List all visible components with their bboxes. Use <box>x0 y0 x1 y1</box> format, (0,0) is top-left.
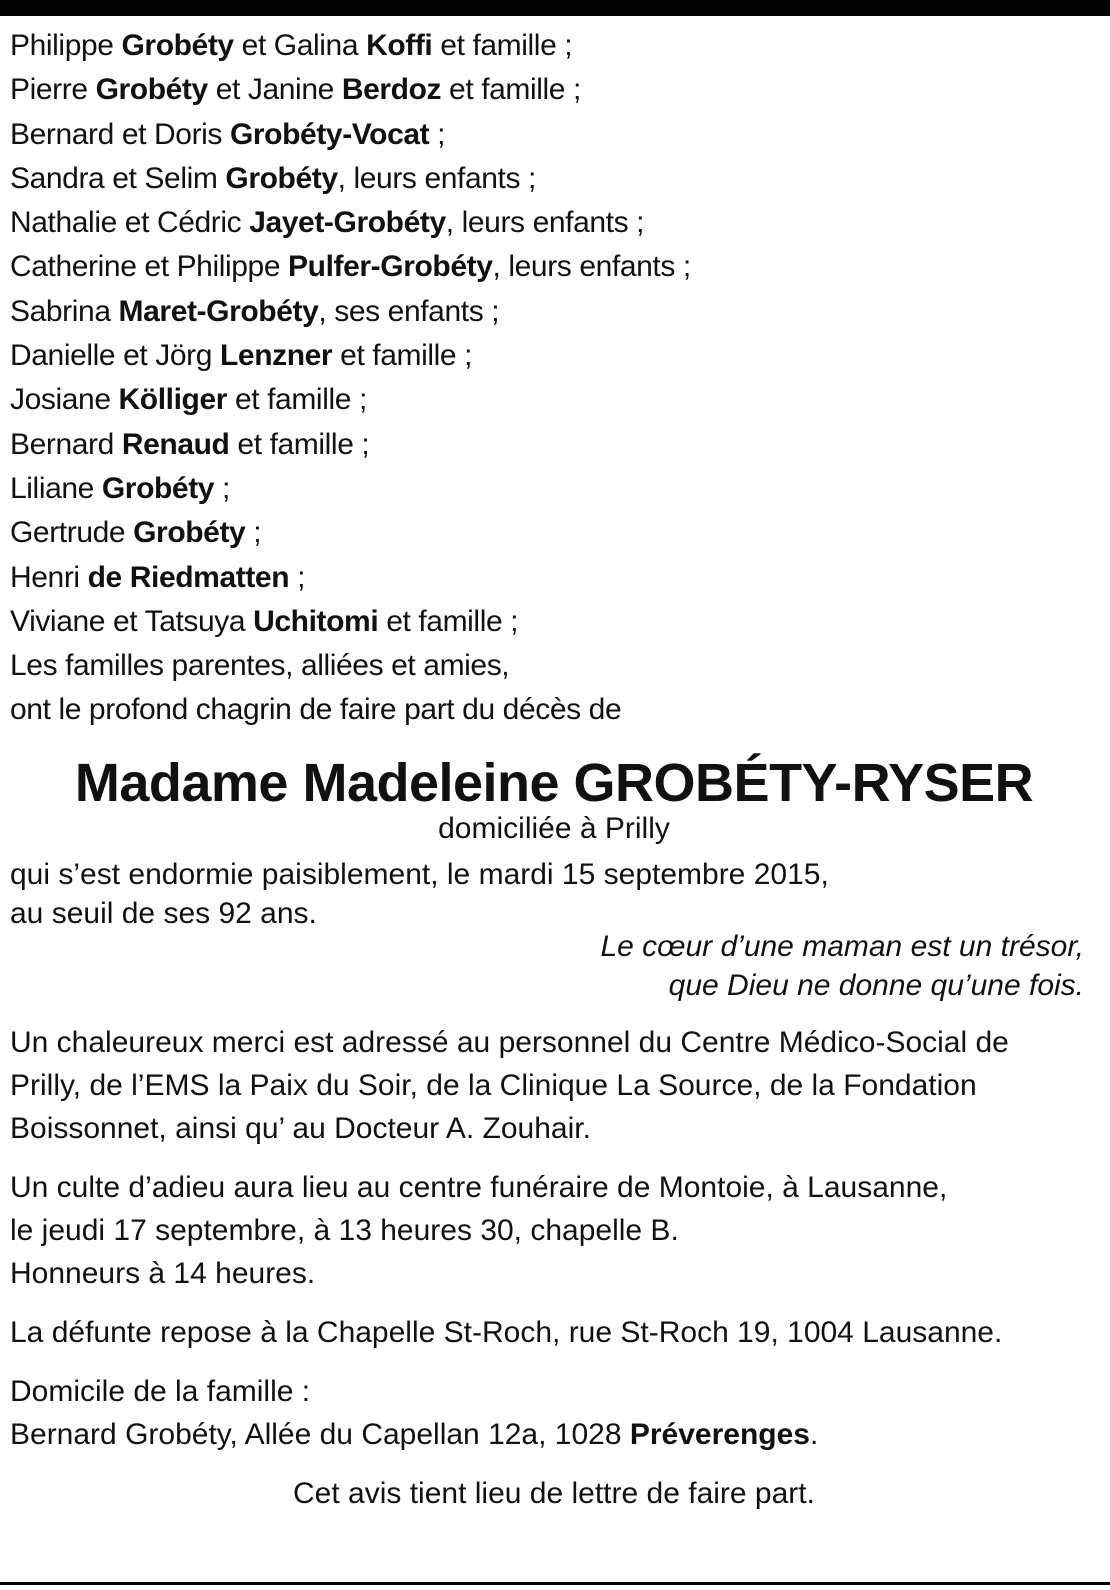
family-line <box>10 245 1098 289</box>
family-text: Viviane et Tatsuya <box>10 604 254 638</box>
family-text: Josiane <box>10 383 119 417</box>
family-surname: Berdoz <box>341 73 442 107</box>
family-surname: Grobéty <box>121 29 234 62</box>
family-home-address: Bernard Grobéty, Allée du Capellan 12a, 1028 <box>10 1417 630 1451</box>
family-text: Nathalie et Cédric <box>10 206 250 240</box>
family-text: Danielle et Jörg <box>10 339 220 373</box>
family-text: , leurs enfants ; <box>492 250 691 284</box>
ceremony-line-2: le jeudi 17 septembre, à 13 heures 30, chapelle B. <box>10 1213 679 1247</box>
top-rule <box>0 0 1110 16</box>
family-text: Bernard et Doris <box>10 117 230 151</box>
thanks-line-1: Un chaleureux merci est adressé au personnel du Centre Médico-Social de <box>10 1025 1009 1059</box>
family-text: Sabrina <box>10 294 119 328</box>
family-text: ; <box>245 516 262 550</box>
family-text: et famille ; <box>332 339 473 373</box>
passing-line-1: qui s’est endormie paisiblement, le mardi 15 septembre 2015, <box>10 857 829 891</box>
family-surname: Grobéty <box>225 161 338 195</box>
family-text: Henri <box>10 560 88 594</box>
family-line <box>10 378 1098 422</box>
ceremony-line-3: Honneurs à 14 heures. <box>10 1256 316 1290</box>
family-text: Bernard <box>10 427 122 461</box>
family-surname: Grobéty <box>95 73 208 107</box>
family-text: , ses enfants ; <box>318 294 500 328</box>
family-surname: Jayet-Grobéty <box>249 206 446 240</box>
family-line <box>10 556 1098 600</box>
family-text: et famille ; <box>229 427 370 461</box>
family-text: , leurs enfants ; <box>337 161 536 195</box>
family-surname: Koffi <box>366 29 433 62</box>
family-text: Les familles parentes, alliées et amies, <box>10 649 510 683</box>
family-line <box>10 201 1098 245</box>
repose-paragraph <box>10 1311 1098 1354</box>
thanks-paragraph <box>10 1021 1098 1150</box>
family-line <box>10 688 1098 732</box>
family-surname: Lenzner <box>219 339 333 373</box>
family-home-paragraph <box>10 1370 1098 1456</box>
bottom-rule <box>0 1582 1110 1585</box>
family-surname: Renaud <box>121 427 230 461</box>
family-line <box>10 24 1098 68</box>
obituary-notice <box>10 24 1098 1514</box>
family-home-label: Domicile de la famille : <box>10 1374 311 1408</box>
family-surname: Pulfer-Grobéty <box>288 250 493 284</box>
family-surname: Kölliger <box>118 383 228 417</box>
family-text: et Janine <box>207 73 342 107</box>
family-text: et Galina <box>233 29 367 62</box>
family-line <box>10 290 1098 334</box>
family-text: et famille ; <box>432 29 573 62</box>
ceremony-paragraph <box>10 1166 1098 1295</box>
family-home-town: Préverenges <box>629 1417 810 1451</box>
quote <box>10 927 1098 1005</box>
family-text: Philippe <box>10 29 122 62</box>
quote-line-1: Le cœur d’une maman est un trésor, <box>600 929 1084 963</box>
family-home-address-line <box>10 1413 1098 1456</box>
family-text: Catherine et Philippe <box>10 250 289 284</box>
family-line <box>10 334 1098 378</box>
family-surname: Grobéty <box>101 471 215 505</box>
family-text: Sandra et Selim <box>10 161 226 195</box>
thanks-line-3: Boissonnet, ainsi qu’ au Docteur A. Zouhair. <box>10 1111 591 1145</box>
family-line <box>10 600 1098 644</box>
family-text: , leurs enfants ; <box>445 206 645 240</box>
family-home-end: . <box>810 1417 819 1451</box>
ceremony-line-1: Un culte d’adieu aura lieu au centre funéraire de Montoie, à Lausanne, <box>10 1170 948 1204</box>
family-text: et famille ; <box>441 73 581 107</box>
family-surname: de Riedmatten <box>87 560 290 594</box>
thanks-line-2: Prilly, de l’EMS la Paix du Soir, de la Clinique La Source, de la Fondation <box>10 1068 977 1102</box>
family-text: ; <box>289 560 306 594</box>
family-line <box>10 68 1098 112</box>
family-surname: Uchitomi <box>253 604 379 638</box>
closing-note: Cet avis tient lieu de lettre de faire part. <box>293 1476 815 1510</box>
family-text: Pierre <box>10 73 96 107</box>
deceased-name: Madame Madeleine GROBÉTY-RYSER <box>74 752 1034 813</box>
family-line <box>10 511 1098 555</box>
family-surname: Grobéty-Vocat <box>229 117 430 151</box>
family-text: et famille ; <box>378 604 519 638</box>
family-text: Gertrude <box>10 516 134 550</box>
family-text: ; <box>429 117 446 151</box>
family-line <box>10 113 1098 157</box>
repose-line: La défunte repose à la Chapelle St-Roch, rue St-Roch 19, 1004 Lausanne. <box>10 1315 1003 1349</box>
family-surname: Maret-Grobéty <box>118 294 319 328</box>
family-line <box>10 423 1098 467</box>
passing-line-2: au seuil de ses 92 ans. <box>10 896 317 930</box>
family-line <box>10 157 1098 201</box>
deceased-domicile: domiciliée à Prilly <box>438 811 670 845</box>
family-line <box>10 644 1098 688</box>
passing-statement <box>10 855 1098 933</box>
family-text: ont le profond chagrin de faire part du décès de <box>10 693 622 727</box>
quote-line-2: que Dieu ne donne qu’une fois. <box>668 968 1084 1002</box>
family-line <box>10 467 1098 511</box>
family-list <box>10 24 1098 733</box>
family-text: et famille ; <box>227 383 367 417</box>
family-surname: Grobéty <box>133 516 246 550</box>
family-text: Liliane <box>10 471 102 505</box>
family-text: ; <box>214 471 230 505</box>
